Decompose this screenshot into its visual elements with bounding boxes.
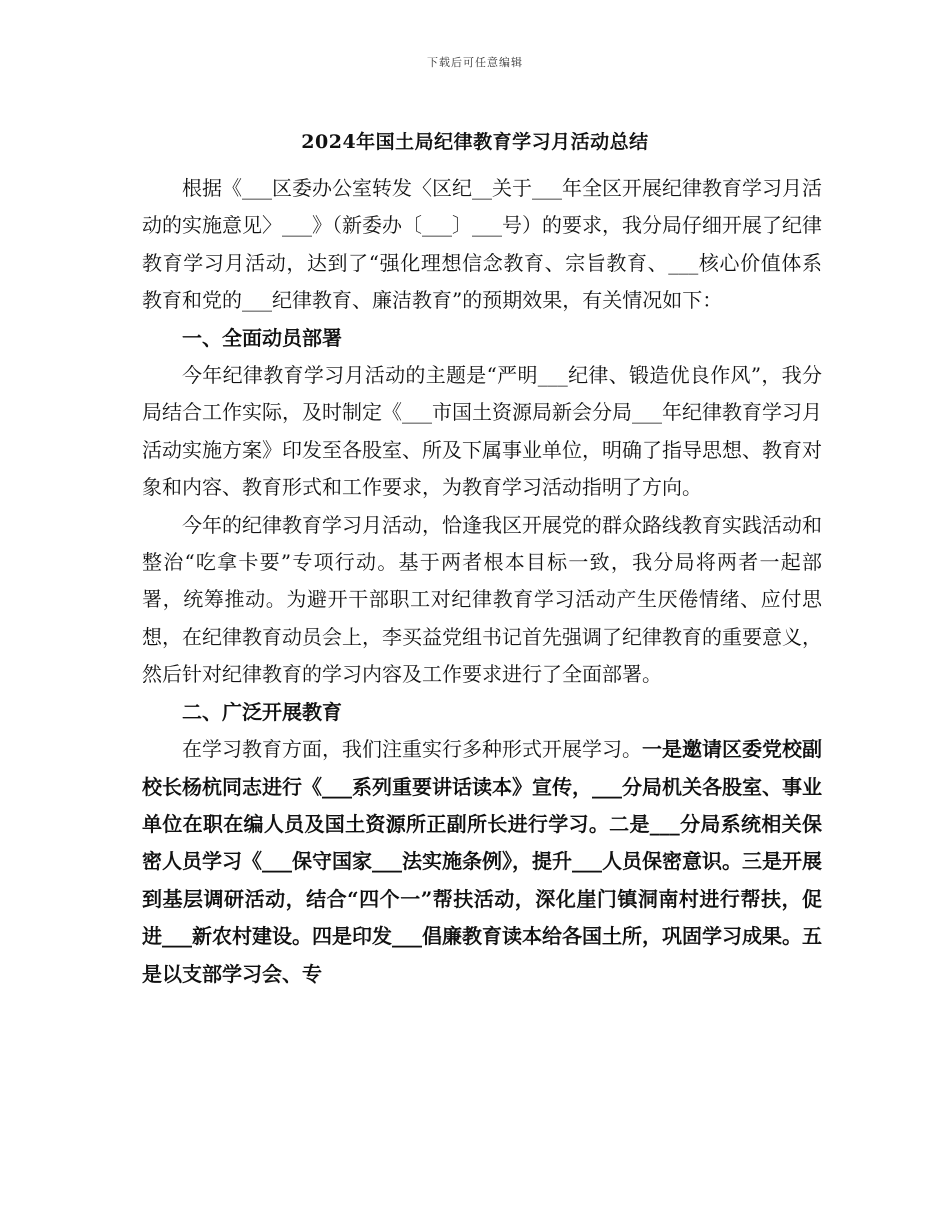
document-body (142, 170, 822, 993)
section-1-paragraph-2: 今年的纪律教育学习月活动，恰逢我区开展党的群众路线教育实践活动和整治“吃拿卡要”专项行动。基于两者根本目标一致，我分局将两者一起部署，统筹推动。为避开干部职工对纪律教育学习活动产生厌倦情绪、应付思想，在纪律教育动员会上，李买益党组书记首先强调了纪律教育的重要意义，然后针对纪律教育的学习内容及工作要求进行了全面部署。 (142, 512, 822, 687)
section-2-lead-text: 在学习教育方面，我们注重实行多种形式开展学习。 (182, 737, 642, 762)
section-2-paragraph-1 (142, 731, 822, 993)
document-title: 2024年国土局纪律教育学习月活动总结 (301, 131, 649, 153)
section-1-paragraph-1: 今年纪律教育学习月活动的主题是“严明___纪律、锻造优良作风”，我分局结合工作实际，及时制定《___市国土资源局新会分局___年纪律教育学习月活动实施方案》印发至各股室、所及下属事业单位，明确了指导思想、教育对象和内容、教育形式和工作要求，为教育学习活动指明了方向。 (142, 363, 822, 500)
section-heading-2: 二、广泛开展教育 (182, 699, 342, 724)
page-header-note: 下载后可任意编辑 (427, 56, 523, 69)
section-2-bold-text: 一是邀请区委党校副校长杨杭同志进行《___系列重要讲话读本》宣传，___分局机关各股室、事业单位在职在编人员及国土资源所正副所长进行学习。二是___分局系统相关保密人员学习《___保守国家___法实施条例》，提升___人员保密意识。三是开展到基层调研活动，结合“四个一”帮扶活动，深化崖门镇洞南村进行帮扶，促进___新农村建设。四是印发___倡廉教育读本给各国土所，巩固学习成果。五是以支部学习会、专 (142, 737, 822, 986)
section-heading-1: 一、全面动员部署 (182, 325, 342, 350)
intro-paragraph: 根据《___区委办公室转发〈区纪__关于___年全区开展纪律教育学习月活动的实施意见〉___》（新委办〔___〕___号）的要求，我分局仔细开展了纪律教育学习月活动，达到了“强化理想信念教育、宗旨教育、___核心价值体系教育和党的___纪律教育、廉洁教育”的预期效果，有关情况如下： (142, 176, 822, 313)
